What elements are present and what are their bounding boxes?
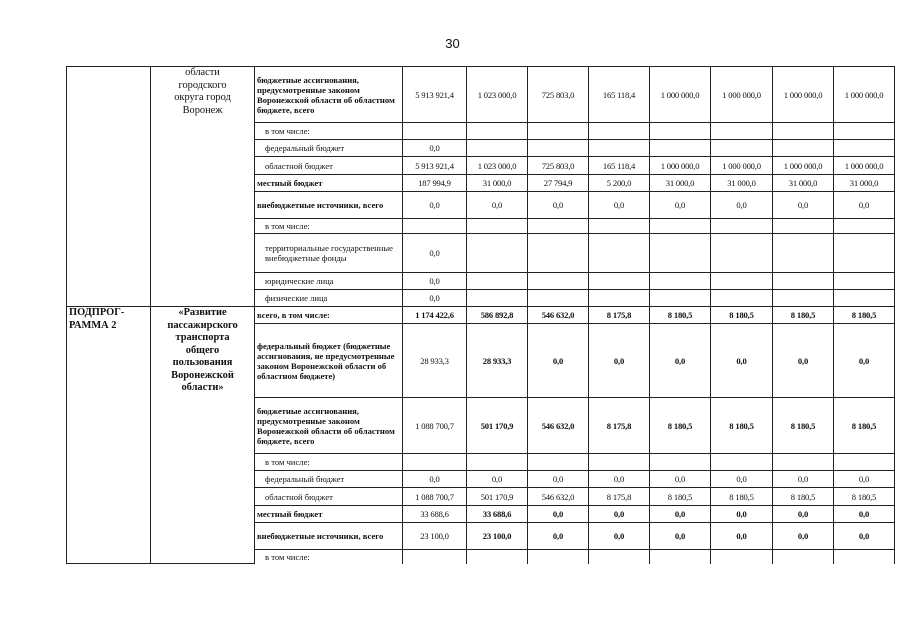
funding-source-label: внебюджетные источники, всего: [255, 523, 403, 550]
value-year-3: [589, 273, 650, 290]
value-year-4: [650, 140, 711, 157]
funding-source-label: федеральный бюджет: [255, 471, 403, 488]
funding-source-label: бюджетные ассигнования, предусмотренные законом Воронежской области об областном бюджете, всего: [255, 67, 403, 123]
value-year-7: 1 000 000,0: [834, 157, 895, 175]
subprogram-title-line: городского: [178, 79, 227, 91]
funding-source-label: всего, в том числе:: [255, 307, 403, 324]
value-year-4: [650, 123, 711, 140]
value-year-2: [528, 219, 589, 234]
value-year-1: 0,0: [467, 192, 528, 219]
value-year-6: 1 000 000,0: [773, 157, 834, 175]
value-year-5: 1 000 000,0: [711, 157, 773, 175]
value-year-2: 725 803,0: [528, 157, 589, 175]
funding-source-label: областной бюджет: [255, 488, 403, 506]
funding-source-label: внебюджетные источники, всего: [255, 192, 403, 219]
value-total: 5 913 921,4: [403, 67, 467, 123]
value-year-3: 5 200,0: [589, 175, 650, 192]
value-year-3: 0,0: [589, 471, 650, 488]
value-total: [403, 550, 467, 564]
funding-source-label: в том числе:: [255, 454, 403, 471]
value-year-1: 33 688,6: [467, 506, 528, 523]
value-year-1: 28 933,3: [467, 324, 528, 398]
value-year-7: 0,0: [834, 506, 895, 523]
value-total: 1 088 700,7: [403, 488, 467, 506]
value-year-5: 8 180,5: [711, 307, 773, 324]
value-year-5: 8 180,5: [711, 488, 773, 506]
value-total: 0,0: [403, 192, 467, 219]
value-year-1: 31 000,0: [467, 175, 528, 192]
funding-source-label: в том числе:: [255, 123, 403, 140]
value-year-1: [467, 550, 528, 564]
value-total: 33 688,6: [403, 506, 467, 523]
value-year-5: 0,0: [711, 192, 773, 219]
value-year-7: 8 180,5: [834, 307, 895, 324]
value-year-3: 165 118,4: [589, 67, 650, 123]
value-year-5: 0,0: [711, 523, 773, 550]
value-year-3: [589, 234, 650, 273]
value-year-5: [711, 140, 773, 157]
funding-source-label: физические лица: [255, 290, 403, 307]
value-year-6: [773, 234, 834, 273]
funding-source-label: местный бюджет: [255, 506, 403, 523]
value-total: [403, 123, 467, 140]
value-year-6: [773, 454, 834, 471]
budget-table: [66, 66, 895, 564]
value-year-5: 1 000 000,0: [711, 67, 773, 123]
value-year-2: [528, 550, 589, 564]
value-year-1: 23 100,0: [467, 523, 528, 550]
value-year-2: 0,0: [528, 471, 589, 488]
funding-source-label: федеральный бюджет (бюджетные ассигнования, не предусмотренные законом Воронежской области об областном бюджете): [255, 324, 403, 398]
value-year-3: 0,0: [589, 506, 650, 523]
value-year-6: 0,0: [773, 523, 834, 550]
value-total: 0,0: [403, 140, 467, 157]
value-year-2: 546 632,0: [528, 488, 589, 506]
value-year-4: [650, 219, 711, 234]
value-year-6: 8 180,5: [773, 398, 834, 454]
value-year-3: [589, 123, 650, 140]
value-year-1: [467, 273, 528, 290]
value-year-6: 0,0: [773, 324, 834, 398]
value-year-5: [711, 550, 773, 564]
value-year-2: 0,0: [528, 506, 589, 523]
value-year-1: 1 023 000,0: [467, 67, 528, 123]
value-total: 1 174 422,6: [403, 307, 467, 324]
subprogram-title-line: пользования: [172, 357, 233, 368]
subprogram-title-line: «Развитие: [178, 307, 227, 318]
value-year-1: [467, 454, 528, 471]
budget-table-body: [67, 67, 895, 564]
value-year-7: [834, 123, 895, 140]
value-year-2: [528, 140, 589, 157]
value-year-7: [834, 234, 895, 273]
value-total: 187 994,9: [403, 175, 467, 192]
value-year-4: 8 180,5: [650, 488, 711, 506]
value-year-4: [650, 273, 711, 290]
value-year-4: 0,0: [650, 471, 711, 488]
value-year-2: [528, 290, 589, 307]
value-year-2: 0,0: [528, 324, 589, 398]
value-year-7: [834, 219, 895, 234]
value-year-5: 8 180,5: [711, 398, 773, 454]
funding-source-label: федеральный бюджет: [255, 140, 403, 157]
value-year-3: [589, 550, 650, 564]
value-year-4: 0,0: [650, 192, 711, 219]
value-year-4: [650, 550, 711, 564]
value-year-5: 31 000,0: [711, 175, 773, 192]
value-year-6: [773, 123, 834, 140]
value-year-3: 0,0: [589, 192, 650, 219]
subprogram-code-line: РАММА 2: [69, 319, 117, 331]
value-year-2: 546 632,0: [528, 398, 589, 454]
value-year-7: 0,0: [834, 523, 895, 550]
value-year-3: [589, 140, 650, 157]
value-year-7: 1 000 000,0: [834, 67, 895, 123]
value-year-6: [773, 219, 834, 234]
value-year-4: [650, 234, 711, 273]
value-year-4: 0,0: [650, 523, 711, 550]
value-year-7: [834, 454, 895, 471]
value-year-4: 0,0: [650, 324, 711, 398]
value-year-4: 8 180,5: [650, 307, 711, 324]
value-year-4: [650, 290, 711, 307]
subprogram-title-line: транспорта: [175, 332, 230, 343]
value-total: 1 088 700,7: [403, 398, 467, 454]
value-year-7: 8 180,5: [834, 398, 895, 454]
value-total: 0,0: [403, 471, 467, 488]
value-year-2: [528, 454, 589, 471]
value-total: 0,0: [403, 273, 467, 290]
value-year-6: 0,0: [773, 471, 834, 488]
value-year-1: 501 170,9: [467, 398, 528, 454]
funding-source-label: юридические лица: [255, 273, 403, 290]
value-year-7: 31 000,0: [834, 175, 895, 192]
subprogram-title-line: общего: [185, 344, 220, 356]
value-total: 5 913 921,4: [403, 157, 467, 175]
value-year-3: [589, 290, 650, 307]
value-year-7: 0,0: [834, 324, 895, 398]
subprogram-code-cell: [67, 307, 151, 564]
value-year-5: [711, 454, 773, 471]
value-year-4: 8 180,5: [650, 398, 711, 454]
value-year-7: [834, 290, 895, 307]
subprogram-title-line: округа город: [174, 92, 231, 103]
value-total: 28 933,3: [403, 324, 467, 398]
value-year-5: [711, 290, 773, 307]
value-total: [403, 454, 467, 471]
value-year-5: 0,0: [711, 506, 773, 523]
value-year-3: 8 175,8: [589, 398, 650, 454]
value-year-3: 8 175,8: [589, 307, 650, 324]
value-total: 0,0: [403, 234, 467, 273]
value-year-7: 0,0: [834, 192, 895, 219]
funding-source-label: в том числе:: [255, 550, 403, 564]
value-year-1: 1 023 000,0: [467, 157, 528, 175]
value-year-5: [711, 123, 773, 140]
table-row: [67, 67, 895, 123]
subprogram-title-line: области»: [181, 382, 224, 393]
value-year-7: 0,0: [834, 471, 895, 488]
value-year-3: [589, 454, 650, 471]
value-year-1: [467, 140, 528, 157]
value-year-2: 546 632,0: [528, 307, 589, 324]
value-year-5: 0,0: [711, 471, 773, 488]
funding-source-label: местный бюджет: [255, 175, 403, 192]
value-year-6: [773, 290, 834, 307]
value-year-5: [711, 273, 773, 290]
value-year-2: 0,0: [528, 192, 589, 219]
value-year-7: [834, 273, 895, 290]
value-year-6: 0,0: [773, 506, 834, 523]
value-year-5: [711, 234, 773, 273]
value-year-4: 1 000 000,0: [650, 67, 711, 123]
subprogram-title-line: пассажирского: [167, 319, 238, 331]
value-year-2: [528, 234, 589, 273]
funding-source-label: областной бюджет: [255, 157, 403, 175]
value-year-3: 0,0: [589, 523, 650, 550]
value-year-3: 0,0: [589, 324, 650, 398]
value-year-6: [773, 273, 834, 290]
funding-source-label: в том числе:: [255, 219, 403, 234]
value-year-6: 8 180,5: [773, 488, 834, 506]
value-year-7: 8 180,5: [834, 488, 895, 506]
subprogram-title-cell: [151, 67, 255, 307]
value-year-3: 8 175,8: [589, 488, 650, 506]
subprogram-title-line: Воронежской: [171, 369, 234, 381]
subprogram-title-cell: [151, 307, 255, 564]
value-year-1: [467, 290, 528, 307]
table-row: [67, 307, 895, 324]
value-year-1: [467, 219, 528, 234]
value-total: 23 100,0: [403, 523, 467, 550]
value-year-7: [834, 140, 895, 157]
value-year-1: 501 170,9: [467, 488, 528, 506]
value-year-6: 8 180,5: [773, 307, 834, 324]
subprogram-title-line: области: [185, 67, 220, 78]
subprogram-title-line: Воронеж: [182, 104, 223, 116]
value-year-2: 0,0: [528, 523, 589, 550]
value-year-4: [650, 454, 711, 471]
value-total: [403, 219, 467, 234]
value-year-6: 1 000 000,0: [773, 67, 834, 123]
value-year-4: 0,0: [650, 506, 711, 523]
value-year-6: [773, 550, 834, 564]
value-year-6: [773, 140, 834, 157]
subprogram-code-line: ПОДПРОГ-: [69, 307, 125, 318]
value-year-7: [834, 550, 895, 564]
value-year-2: 27 794,9: [528, 175, 589, 192]
funding-source-label: территориальные государственные внебюджетные фонды: [255, 234, 403, 273]
value-year-4: 1 000 000,0: [650, 157, 711, 175]
value-year-5: 0,0: [711, 324, 773, 398]
value-year-2: [528, 123, 589, 140]
value-year-6: 0,0: [773, 192, 834, 219]
value-year-2: [528, 273, 589, 290]
value-year-1: [467, 234, 528, 273]
value-total: 0,0: [403, 290, 467, 307]
page-number: 30: [445, 36, 460, 51]
value-year-1: 0,0: [467, 471, 528, 488]
value-year-1: 586 892,8: [467, 307, 528, 324]
funding-source-label: бюджетные ассигнования, предусмотренные законом Воронежской области об областном бюджете, всего: [255, 398, 403, 454]
subprogram-code-cell: [67, 67, 151, 307]
value-year-3: [589, 219, 650, 234]
value-year-5: [711, 219, 773, 234]
value-year-1: [467, 123, 528, 140]
value-year-2: 725 803,0: [528, 67, 589, 123]
value-year-6: 31 000,0: [773, 175, 834, 192]
value-year-3: 165 118,4: [589, 157, 650, 175]
value-year-4: 31 000,0: [650, 175, 711, 192]
